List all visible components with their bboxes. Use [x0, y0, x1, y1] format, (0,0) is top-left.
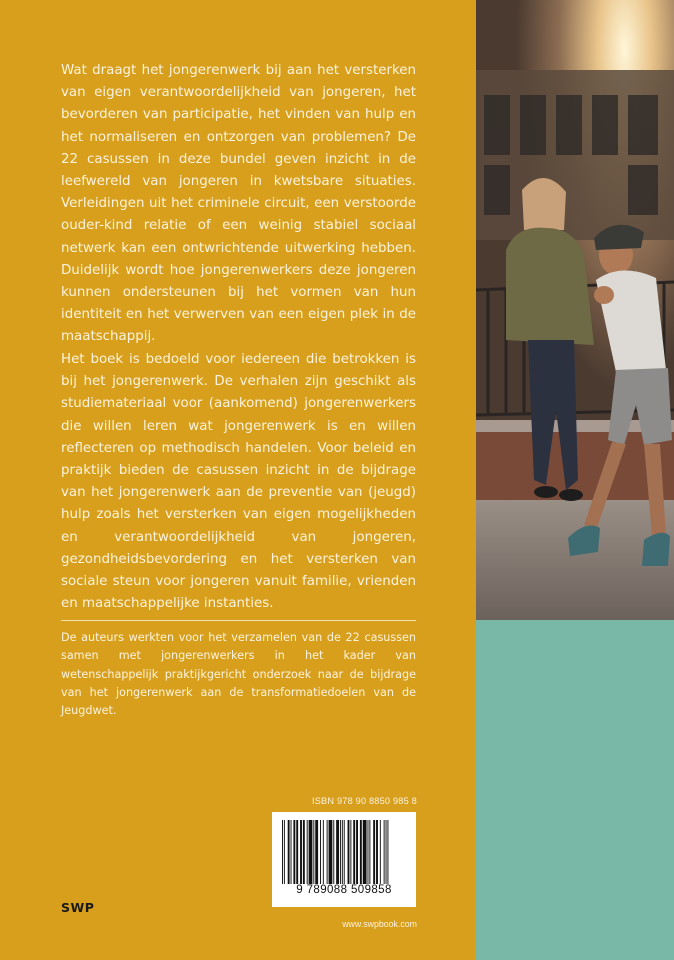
barcode-bars	[280, 820, 408, 884]
teal-block	[476, 620, 674, 960]
divider	[61, 620, 416, 621]
cover-photo	[476, 0, 674, 620]
authors-paragraph: De auteurs werkten voor het verzamelen van de 22 casussen samen met jongerenwerkers in het kader van wetenschappelijk praktijkgericht onderzoek naar de bijdrage van het jongerenwerk aan de transformatiedoelen van de Jeugdwet.	[61, 631, 416, 718]
barcode-number: 9 789088 509858	[296, 884, 392, 896]
intro-paragraph: Wat draagt het jongerenwerk bij aan het versterken van eigen verantwoordelijkheid van jongeren, het bevorderen van participatie, het vinden van hulp en het normaliseren en ontzorgen van problemen? De 22 casussen in deze bundel geven inzicht in de leefwereld van jongeren in kwetsbare situaties. Verleidingen uit het criminele circuit, een verstoorde ouder-kind relatie of een weinig stabiel sociaal netwerk kan een ontwrichtende uitwerking hebben. Duidelijk wordt hoe jongerenwerkers deze jongeren kunnen ondersteunen bij het vormen van hun identiteit en het verwerven van een eigen plek in de maatschappij.	[61, 63, 416, 345]
publisher-logo: SWP	[61, 900, 95, 915]
website-url: www.swpbook.com	[342, 919, 417, 929]
isbn-label: ISBN 978 90 8850 985 8	[311, 796, 417, 806]
barcode	[272, 812, 416, 907]
audience-paragraph: Het boek is bedoeld voor iedereen die betrokken is bij het jongerenwerk. De verhalen zijn geschikt als studiemateriaal voor (aankomend) jongerenwerkers die willen leren wat jongerenwerk is en willen reflecteren op methodisch handelen. Voor beleid en praktijk bieden de casussen inzicht in de bijdrage van het jongerenwerk aan de preventie van (jeugd) hulp zoals het versterken van eigen mogelijkheden en verantwoordelijkheid van jongeren, gezondheidsbevordering en het versterken van sociale steun voor jongeren vanuit familie, vrienden en maatschappelijke instanties.	[61, 352, 416, 612]
